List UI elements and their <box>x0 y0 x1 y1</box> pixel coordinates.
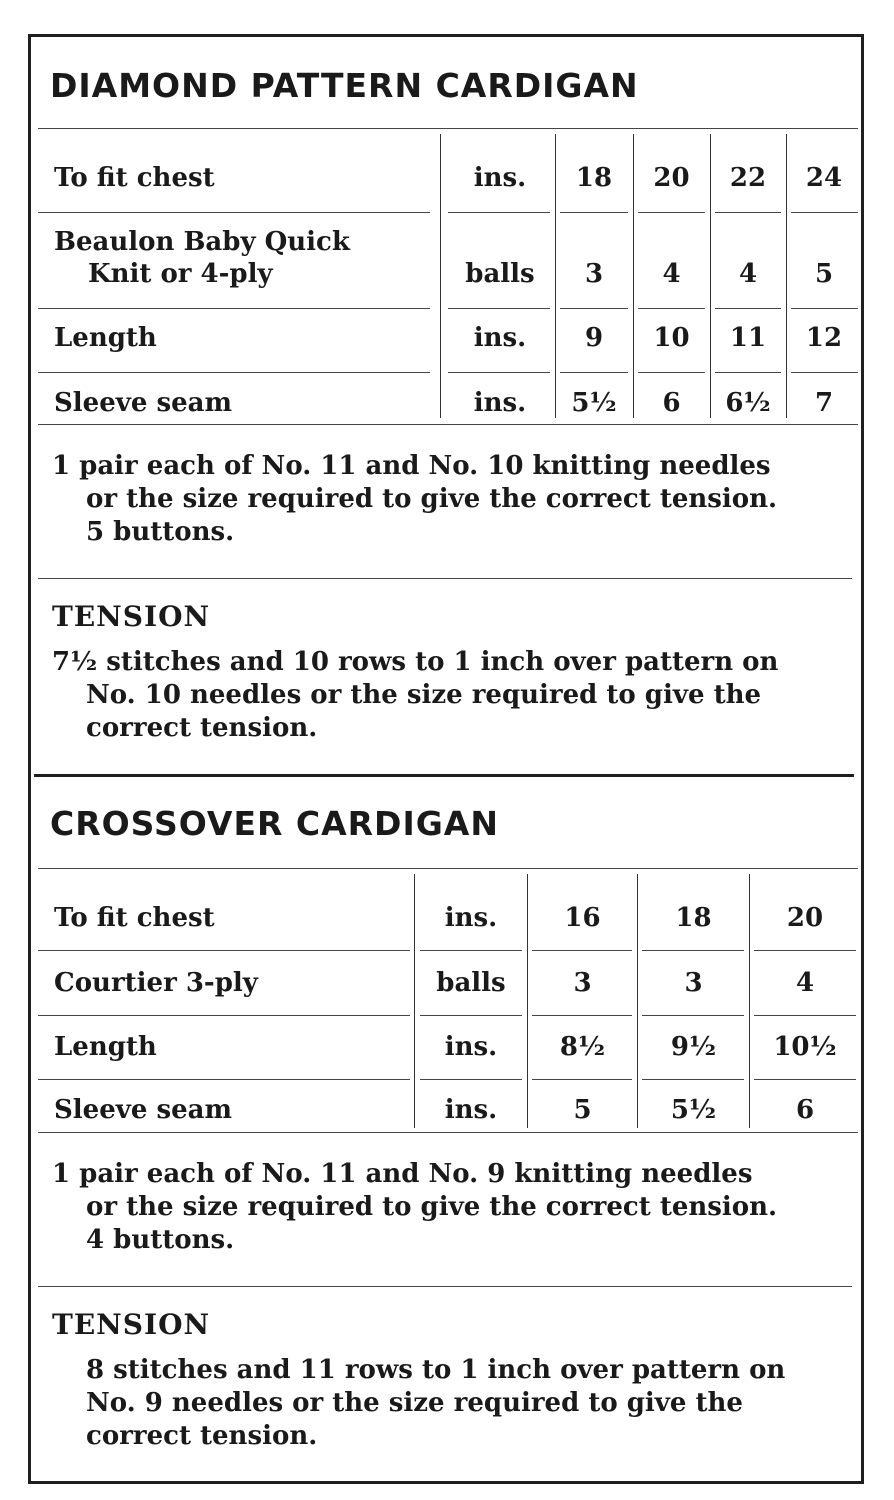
size-value: 4 <box>795 968 815 998</box>
table-column-divider <box>527 874 528 1128</box>
section-title-diamond: DIAMOND PATTERN CARDIGAN <box>50 66 639 105</box>
table-row-divider <box>791 372 858 373</box>
tension-line: 8 stitches and 11 rows to 1 inch over pattern on <box>86 1355 786 1385</box>
table-row-divider <box>715 212 781 213</box>
table-column-divider <box>637 874 638 1128</box>
divider <box>38 128 858 129</box>
size-value: 9 <box>584 323 604 353</box>
size-value: 3 <box>584 259 604 289</box>
table-row-divider <box>532 1015 632 1016</box>
table-row-divider <box>715 372 781 373</box>
table-row-divider <box>38 1079 410 1080</box>
table-row-divider <box>420 1079 522 1080</box>
table-row-divider <box>560 212 628 213</box>
table-row-divider <box>448 372 550 373</box>
tension-line: No. 9 needles or the size required to give the <box>86 1388 743 1418</box>
row-unit: ins. <box>444 903 498 933</box>
table-row-divider <box>38 1015 410 1016</box>
size-value: 16 <box>564 903 601 933</box>
size-value: 6 <box>795 1095 815 1125</box>
needles-line: 5 buttons. <box>86 517 235 547</box>
needles-line: or the size required to give the correct tension. <box>86 484 778 514</box>
needles-text <box>52 450 852 549</box>
size-value: 6½ <box>725 388 771 418</box>
size-value: 5 <box>573 1095 592 1125</box>
row-label: Length <box>54 1032 157 1062</box>
table-row-divider <box>791 308 858 309</box>
size-value: 18 <box>675 903 712 933</box>
table-row-divider <box>38 950 410 951</box>
tension-line: 7½ stitches and 10 rows to 1 inch over pattern on <box>52 647 779 677</box>
table-row-divider <box>754 1079 856 1080</box>
table-row-divider <box>642 950 744 951</box>
table-row-divider <box>638 308 705 309</box>
size-value: 12 <box>805 323 843 353</box>
table-row-divider <box>560 308 628 309</box>
divider <box>38 1286 852 1287</box>
table-row-divider <box>754 950 856 951</box>
row-label: To fit chest <box>54 163 215 193</box>
size-value: 20 <box>786 903 824 933</box>
size-value: 7 <box>814 388 834 418</box>
divider <box>38 1132 858 1133</box>
size-value: 3 <box>573 968 592 998</box>
table-column-divider <box>749 874 750 1128</box>
size-value: 22 <box>729 163 767 193</box>
needles-text <box>52 1158 852 1257</box>
tension-line: correct tension. <box>86 713 318 743</box>
size-value: 3 <box>684 968 703 998</box>
table-row-divider <box>420 1015 522 1016</box>
row-label: To fit chest <box>54 903 215 933</box>
row-label: Courtier 3-ply <box>54 968 258 998</box>
row-label: Sleeve seam <box>54 1095 232 1125</box>
row-unit: ins. <box>444 1095 498 1125</box>
needles-line: 4 buttons. <box>86 1225 235 1255</box>
table-column-divider <box>414 874 415 1128</box>
table-column-divider <box>786 134 787 418</box>
tension-line: correct tension. <box>86 1421 318 1451</box>
size-value: 4 <box>738 259 758 289</box>
row-label: Beaulon Baby Quick <box>54 227 350 257</box>
size-value: 5½ <box>670 1095 717 1125</box>
table-column-divider <box>555 134 556 418</box>
size-value: 10 <box>653 323 690 353</box>
needles-line: or the size required to give the correct tension. <box>86 1192 778 1222</box>
row-label: Knit or 4-ply <box>88 259 273 289</box>
row-label: Sleeve seam <box>54 388 232 418</box>
table-row-divider <box>38 308 430 309</box>
divider <box>38 578 852 579</box>
row-unit: ins. <box>473 163 527 193</box>
size-value: 5 <box>814 259 834 289</box>
section-title-crossover: CROSSOVER CARDIGAN <box>50 804 499 843</box>
table-row-divider <box>38 372 430 373</box>
size-value: 20 <box>653 163 690 193</box>
table-row-divider <box>448 212 550 213</box>
size-value: 11 <box>729 323 767 353</box>
tension-heading: TENSION <box>52 600 211 633</box>
divider <box>38 868 858 869</box>
tension-heading: TENSION <box>52 1308 211 1341</box>
table-row-divider <box>448 308 550 309</box>
table-row-divider <box>638 372 705 373</box>
needles-line: 1 pair each of No. 11 and No. 9 knitting needles <box>52 1159 753 1189</box>
table-row-divider <box>754 1015 856 1016</box>
table-row-divider <box>715 308 781 309</box>
table-column-divider <box>710 134 711 418</box>
tension-text <box>52 646 852 745</box>
tension-line: No. 10 needles or the size required to give the <box>86 680 762 710</box>
table-row-divider <box>532 950 632 951</box>
table-row-divider <box>638 212 705 213</box>
row-unit: balls <box>465 259 535 289</box>
table-row-divider <box>560 372 628 373</box>
size-value: 8½ <box>559 1032 606 1062</box>
row-label: Length <box>54 323 157 353</box>
row-unit: ins. <box>473 388 527 418</box>
row-unit: ins. <box>444 1032 498 1062</box>
size-value: 4 <box>662 259 681 289</box>
needles-line: 1 pair each of No. 11 and No. 10 knitting needles <box>52 451 771 481</box>
table-column-divider <box>440 134 441 418</box>
table-row-divider <box>791 212 858 213</box>
tension-text <box>52 1354 852 1453</box>
table-row-divider <box>642 1079 744 1080</box>
table-row-divider <box>642 1015 744 1016</box>
section-divider <box>34 774 854 777</box>
table-row-divider <box>532 1079 632 1080</box>
table-row-divider <box>420 950 522 951</box>
size-value: 18 <box>575 163 613 193</box>
size-value: 24 <box>805 163 843 193</box>
size-value: 9½ <box>670 1032 717 1062</box>
row-unit: balls <box>436 968 506 998</box>
size-value: 10½ <box>773 1032 837 1062</box>
table-row-divider <box>38 212 430 213</box>
size-value: 6 <box>662 388 681 418</box>
size-value: 5½ <box>571 388 617 418</box>
row-unit: ins. <box>473 323 527 353</box>
table-column-divider <box>633 134 634 418</box>
divider <box>38 424 858 425</box>
